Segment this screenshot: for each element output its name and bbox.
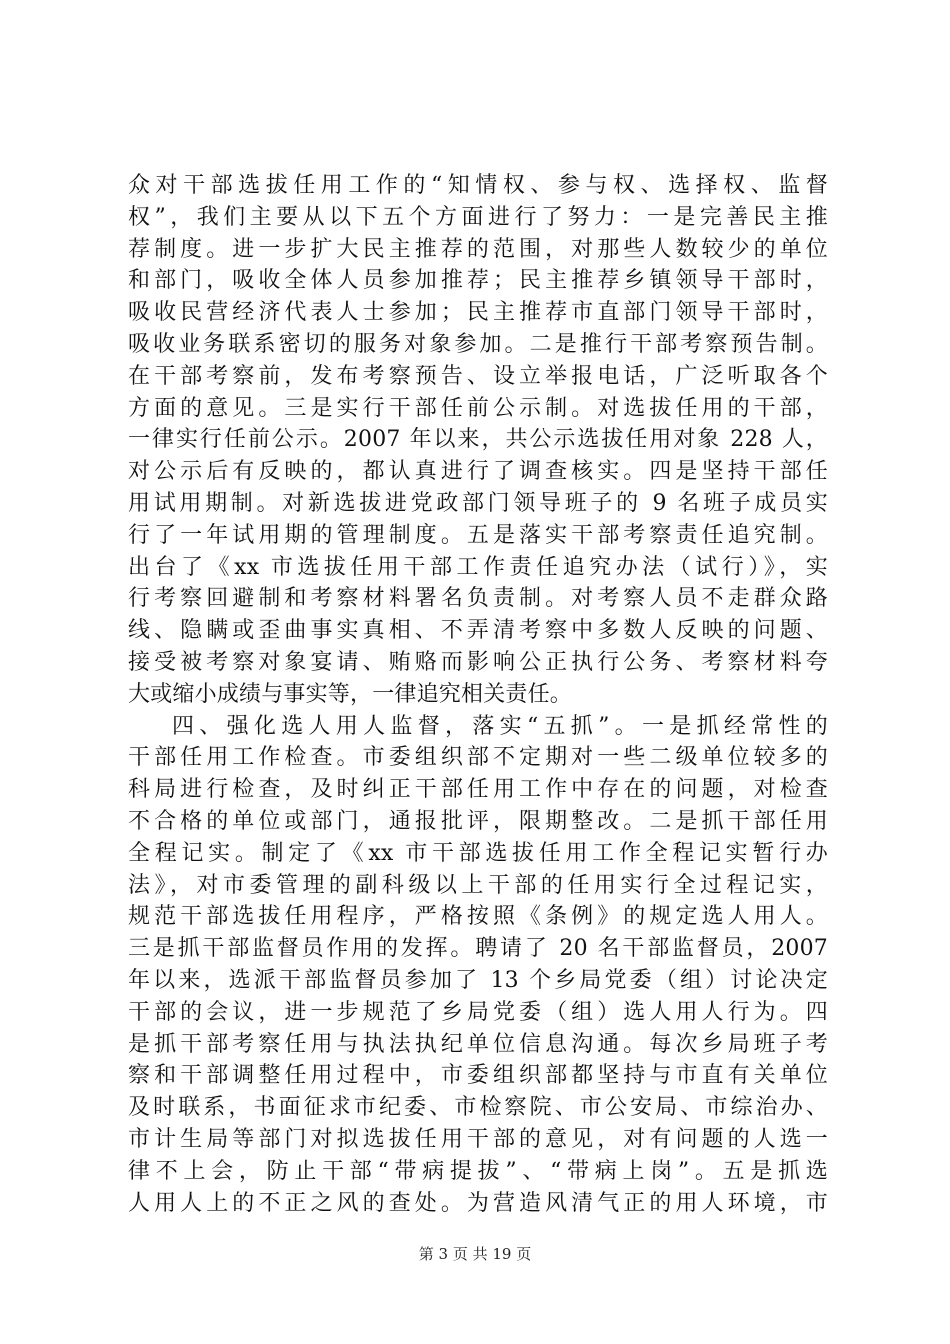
text-line: 三是抓干部监督员作用的发挥。聘请了 20 名干部监督员，2007 <box>128 936 828 962</box>
text-line: 是抓干部考察任用与执法执纪单位信息沟通。每次乡局班子考 <box>128 1031 828 1057</box>
page-number-footer: 第 3 页 共 19 页 <box>418 1245 532 1263</box>
text-line: 方面的意见。三是实行干部任前公示制。对选拔任用的干部， <box>128 395 828 421</box>
text-line: 在干部考察前，发布考察预告、设立举报电话，广泛听取各个 <box>128 363 828 389</box>
text-line: 干部任用工作检查。市委组织部不定期对一些二级单位较多的 <box>128 745 828 771</box>
text-line: 出台了《xx 市选拔任用干部工作责任追究办法（试行）》，实 <box>128 554 828 580</box>
text-line: 律不上会，防止干部“带病提拔”、“带病上岗”。五是抓选 <box>128 1158 828 1184</box>
text-line: 权”，我们主要从以下五个方面进行了努力：一是完善民主推 <box>128 204 828 230</box>
text-line: 科局进行检查，及时纠正干部任用工作中存在的问题，对检查 <box>128 777 828 803</box>
text-line: 规范干部选拔任用程序，严格按照《条例》的规定选人用人。 <box>128 904 828 930</box>
text-line: 大或缩小成绩与事实等，一律追究相关责任。 <box>128 681 573 707</box>
paragraph-start-line: 四、强化选人用人监督，落实“五抓”。一是抓经常性的 <box>172 713 828 739</box>
text-line: 众对干部选拔任用工作的“知情权、参与权、选择权、监督 <box>128 173 828 198</box>
text-line: 荐制度。进一步扩大民主推荐的范围，对那些人数较少的单位 <box>128 236 828 262</box>
text-line: 市计生局等部门对拟选拔任用干部的意见，对有问题的人选一 <box>128 1126 828 1152</box>
text-line: 年以来，选派干部监督员参加了 13 个乡局党委（组）讨论决定 <box>128 967 828 993</box>
text-line: 不合格的单位或部门，通报批评，限期整改。二是抓干部任用 <box>128 808 828 834</box>
text-line: 法》，对市委管理的副科级以上干部的任用实行全过程记实， <box>128 872 828 898</box>
text-line: 全程记实。制定了《xx 市干部选拔任用工作全程记实暂行办 <box>128 840 828 866</box>
text-line: 一律实行任前公示。2007 年以来，共公示选拔任用对象 228 人， <box>128 427 828 453</box>
text-line: 人用人上的不正之风的查处。为营造风清气正的用人环境，市 <box>128 1190 828 1216</box>
text-line: 行考察回避制和考察材料署名负责制。对考察人员不走群众路 <box>128 586 828 612</box>
text-line: 和部门，吸收全体人员参加推荐；民主推荐乡镇领导干部时， <box>128 268 828 294</box>
text-line: 行了一年试用期的管理制度。五是落实干部考察责任追究制。 <box>128 522 828 548</box>
text-line: 及时联系，书面征求市纪委、市检察院、市公安局、市综治办、 <box>128 1095 828 1121</box>
text-line: 用试用期制。对新选拔进党政部门领导班子的 9 名班子成员实 <box>128 490 828 516</box>
text-line: 吸收业务联系密切的服务对象参加。二是推行干部考察预告制。 <box>128 331 828 357</box>
text-line: 接受被考察对象宴请、贿赂而影响公正执行公务、考察材料夸 <box>128 649 828 675</box>
text-line: 干部的会议，进一步规范了乡局党委（组）选人用人行为。四 <box>128 999 828 1025</box>
document-body <box>128 170 828 1219</box>
text-line: 察和干部调整任用过程中，市委组织部都坚持与市直有关单位 <box>128 1063 828 1089</box>
text-line: 吸收民营经济代表人士参加；民主推荐市直部门领导干部时， <box>128 300 828 326</box>
text-line: 对公示后有反映的，都认真进行了调查核实。四是坚持干部任 <box>128 459 828 485</box>
text-line: 线、隐瞒或歪曲事实真相、不弄清考察中多数人反映的问题、 <box>128 618 828 644</box>
